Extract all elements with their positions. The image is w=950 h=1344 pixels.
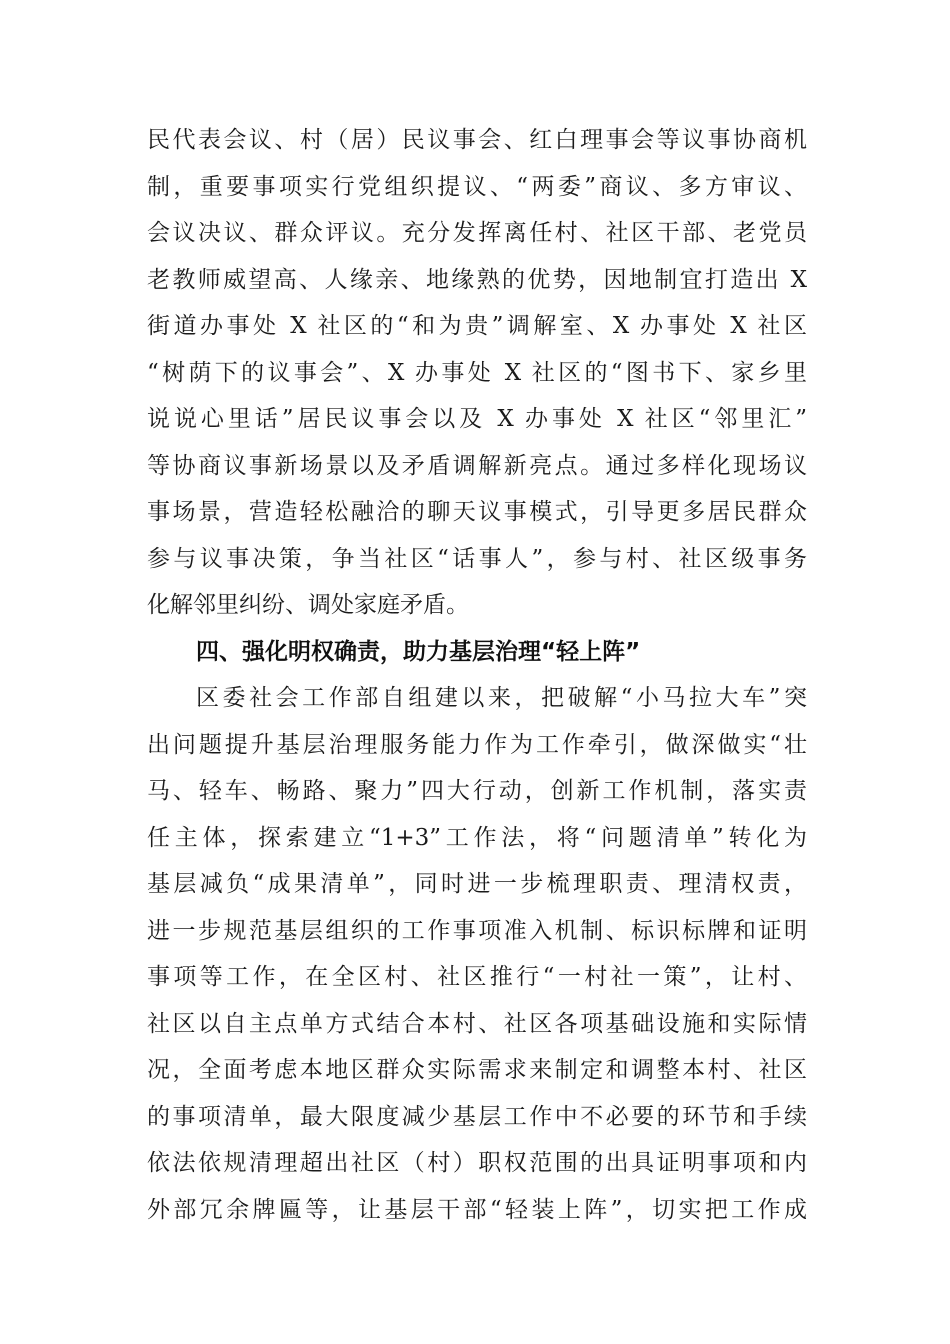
text-line: 社区以自主点单方式结合本村、社区各项基础设施和实际情 bbox=[147, 1011, 807, 1037]
text-line: 出问题提升基层治理服务能力作为工作牵引，做深做实“壮 bbox=[147, 732, 807, 758]
text-line: 民代表会议、村（居）民议事会、红白理事会等议事协商机 bbox=[147, 127, 807, 153]
text-line: 事项等工作，在全区村、社区推行“一村社一策”，让村、 bbox=[147, 964, 807, 990]
text-line: 事场景，营造轻松融洽的聊天议事模式，引导更多居民群众 bbox=[147, 499, 807, 525]
text-line: “树荫下的议事会”、X 办事处 X 社区的“图书下、家乡里 bbox=[147, 360, 807, 386]
text-line: 参与议事决策，争当社区“话事人”，参与村、社区级事务 bbox=[147, 546, 807, 572]
text-line: 制，重要事项实行党组织提议、“两委”商议、多方审议、 bbox=[147, 174, 807, 200]
text-line: 说说心里话”居民议事会以及 X 办事处 X 社区“邻里汇” bbox=[147, 406, 807, 432]
text-line: 马、轻车、畅路、聚力”四大行动，创新工作机制，落实责 bbox=[147, 778, 807, 804]
text-line: 区委社会工作部自组建以来，把破解“小马拉大车”突 bbox=[196, 685, 807, 711]
text-line: 等协商议事新场景以及矛盾调解新亮点。通过多样化现场议 bbox=[147, 453, 807, 479]
text-line: 会议决议、群众评议。充分发挥离任村、社区干部、老党员 bbox=[147, 220, 807, 246]
text-line: 街道办事处 X 社区的“和为贵”调解室、X 办事处 X 社区 bbox=[147, 313, 807, 339]
section-heading: 四、强化明权确责，助力基层治理“轻上阵” bbox=[196, 639, 641, 665]
text-line: 基层减负“成果清单”，同时进一步梳理职责、理清权责， bbox=[147, 871, 807, 897]
text-line: 老教师威望高、人缘亲、地缘熟的优势，因地制宜打造出 X bbox=[147, 267, 807, 293]
text-line: 进一步规范基层组织的工作事项准入机制、标识标牌和证明 bbox=[147, 918, 807, 944]
text-line: 况，全面考虑本地区群众实际需求来制定和调整本村、社区 bbox=[147, 1057, 807, 1083]
text-line: 依法依规清理超出社区（村）职权范围的出具证明事项和内 bbox=[147, 1150, 807, 1176]
text-line: 化解邻里纠纷、调处家庭矛盾。 bbox=[147, 592, 469, 618]
text-line: 外部冗余牌匾等，让基层干部“轻装上阵”，切实把工作成 bbox=[147, 1197, 807, 1223]
text-line: 任主体，探索建立“1+3”工作法，将“问题清单”转化为 bbox=[147, 825, 807, 851]
text-line: 的事项清单，最大限度减少基层工作中不必要的环节和手续 bbox=[147, 1104, 807, 1130]
